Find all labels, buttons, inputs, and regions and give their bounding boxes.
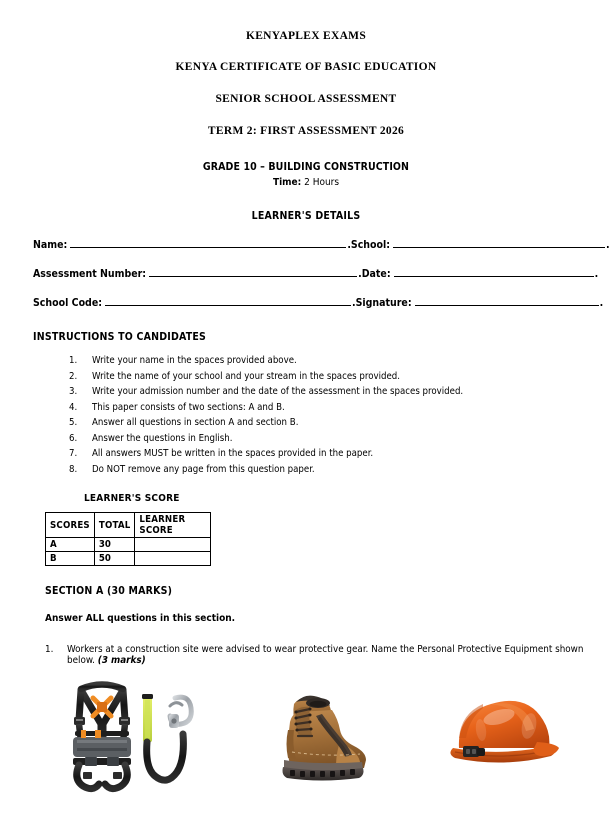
safety-harness-svg bbox=[57, 676, 197, 796]
column-header-scores: SCORES bbox=[46, 513, 95, 538]
instruction-item: 6. Answer the questions in English. bbox=[80, 431, 600, 447]
question-1 bbox=[45, 644, 600, 666]
field-assessment-number-terminator: . bbox=[358, 268, 362, 280]
exam-title-primary: KENYAPLEX EXAMS bbox=[245, 30, 367, 42]
learner-details-title: LEARNER'S DETAILS bbox=[251, 210, 361, 222]
field-school-label: School: bbox=[350, 239, 391, 251]
safety-helmet-svg bbox=[437, 690, 567, 785]
field-school-code-terminator: . bbox=[352, 297, 356, 309]
column-header-learner-score: LEARNER SCORE bbox=[135, 513, 211, 538]
question-1-number: 1. bbox=[45, 644, 54, 656]
cell-learner-score[interactable] bbox=[135, 552, 211, 566]
cell-section: B bbox=[46, 552, 95, 566]
exam-duration bbox=[12, 177, 600, 188]
instruction-item: 2. Write the name of your school and your stream in the spaces provided. bbox=[80, 369, 600, 385]
learner-score-table bbox=[45, 512, 211, 566]
section-a-heading: SECTION A (30 MARKS) bbox=[45, 585, 173, 598]
field-assessment-number-label: Assessment Number: bbox=[33, 268, 147, 280]
instruction-item: 5. Answer all questions in section A and section B. bbox=[80, 415, 600, 431]
exam-title-term: TERM 2: FIRST ASSESSMENT 2026 bbox=[207, 125, 405, 137]
form-row-schoolcode-signature bbox=[12, 297, 604, 309]
field-signature[interactable] bbox=[356, 297, 604, 309]
instruction-item: 1. Write your name in the spaces provided above. bbox=[80, 353, 600, 369]
exam-subject: GRADE 10 – BUILDING CONSTRUCTION bbox=[202, 161, 410, 173]
field-assessment-number-input[interactable] bbox=[149, 268, 357, 277]
instruction-item: 4. This paper consists of two sections: A and B. bbox=[80, 400, 600, 416]
field-signature-terminator: . bbox=[599, 297, 604, 309]
field-date-label: Date: bbox=[361, 268, 391, 280]
exam-title-level: SENIOR SCHOOL ASSESSMENT bbox=[215, 93, 397, 105]
field-school-code-label: School Code: bbox=[33, 297, 103, 309]
field-date-input[interactable] bbox=[394, 268, 594, 277]
table-header-row bbox=[46, 513, 211, 538]
cell-total: 50 bbox=[94, 552, 135, 566]
cell-section: A bbox=[46, 538, 95, 552]
cell-learner-score[interactable] bbox=[135, 538, 211, 552]
exam-page bbox=[0, 30, 612, 822]
image-safety-helmet bbox=[437, 690, 567, 790]
column-header-total: TOTAL bbox=[94, 513, 135, 538]
exam-title-certificate: KENYA CERTIFICATE OF BASIC EDUCATION bbox=[175, 61, 437, 73]
field-name-input[interactable] bbox=[70, 239, 346, 248]
field-school-code-input[interactable] bbox=[105, 297, 351, 306]
table-row bbox=[46, 552, 211, 566]
field-name[interactable] bbox=[33, 239, 351, 251]
instruction-item: 3. Write your admission number and the date of the assessment in the spaces provided. bbox=[80, 384, 600, 400]
question-1-text: Workers at a construction site were advised to wear protective gear. Name the Personal Protective Equipment shown below. bbox=[67, 644, 584, 667]
table-row bbox=[46, 538, 211, 552]
instruction-item: 8. Do NOT remove any page from this question paper. bbox=[80, 462, 600, 478]
image-safety-harness-with-lanyard bbox=[57, 676, 197, 801]
field-school[interactable] bbox=[351, 239, 610, 251]
field-school-input[interactable] bbox=[393, 239, 605, 248]
field-date-terminator: . bbox=[594, 268, 599, 280]
form-row-assessment-date bbox=[12, 268, 600, 280]
question-1-marks: (3 marks) bbox=[97, 655, 146, 667]
question-1-text-wrap bbox=[67, 644, 586, 666]
image-safety-boot bbox=[262, 686, 382, 796]
form-row-name-school bbox=[12, 239, 610, 251]
instructions-title: INSTRUCTIONS TO CANDIDATES bbox=[33, 331, 207, 343]
field-signature-label: Signature: bbox=[355, 297, 412, 309]
safety-boot-svg bbox=[262, 686, 382, 791]
field-date[interactable] bbox=[362, 268, 599, 280]
learner-score-title: LEARNER'S SCORE bbox=[84, 493, 180, 505]
field-assessment-number[interactable] bbox=[33, 268, 362, 280]
field-name-terminator: . bbox=[347, 239, 351, 251]
duration-value: 2 Hours bbox=[304, 177, 340, 188]
section-a-instruction: Answer ALL questions in this section. bbox=[45, 613, 236, 625]
instructions-list bbox=[12, 353, 600, 477]
question-1-image-row bbox=[12, 676, 600, 796]
cell-total: 30 bbox=[94, 538, 135, 552]
duration-label: Time: bbox=[272, 177, 302, 188]
field-signature-input[interactable] bbox=[415, 297, 599, 306]
field-name-label: Name: bbox=[33, 239, 68, 251]
field-school-code[interactable] bbox=[33, 297, 356, 309]
field-school-terminator: . bbox=[606, 239, 610, 251]
instruction-item: 7. All answers MUST be written in the spaces provided in the paper. bbox=[80, 446, 600, 462]
